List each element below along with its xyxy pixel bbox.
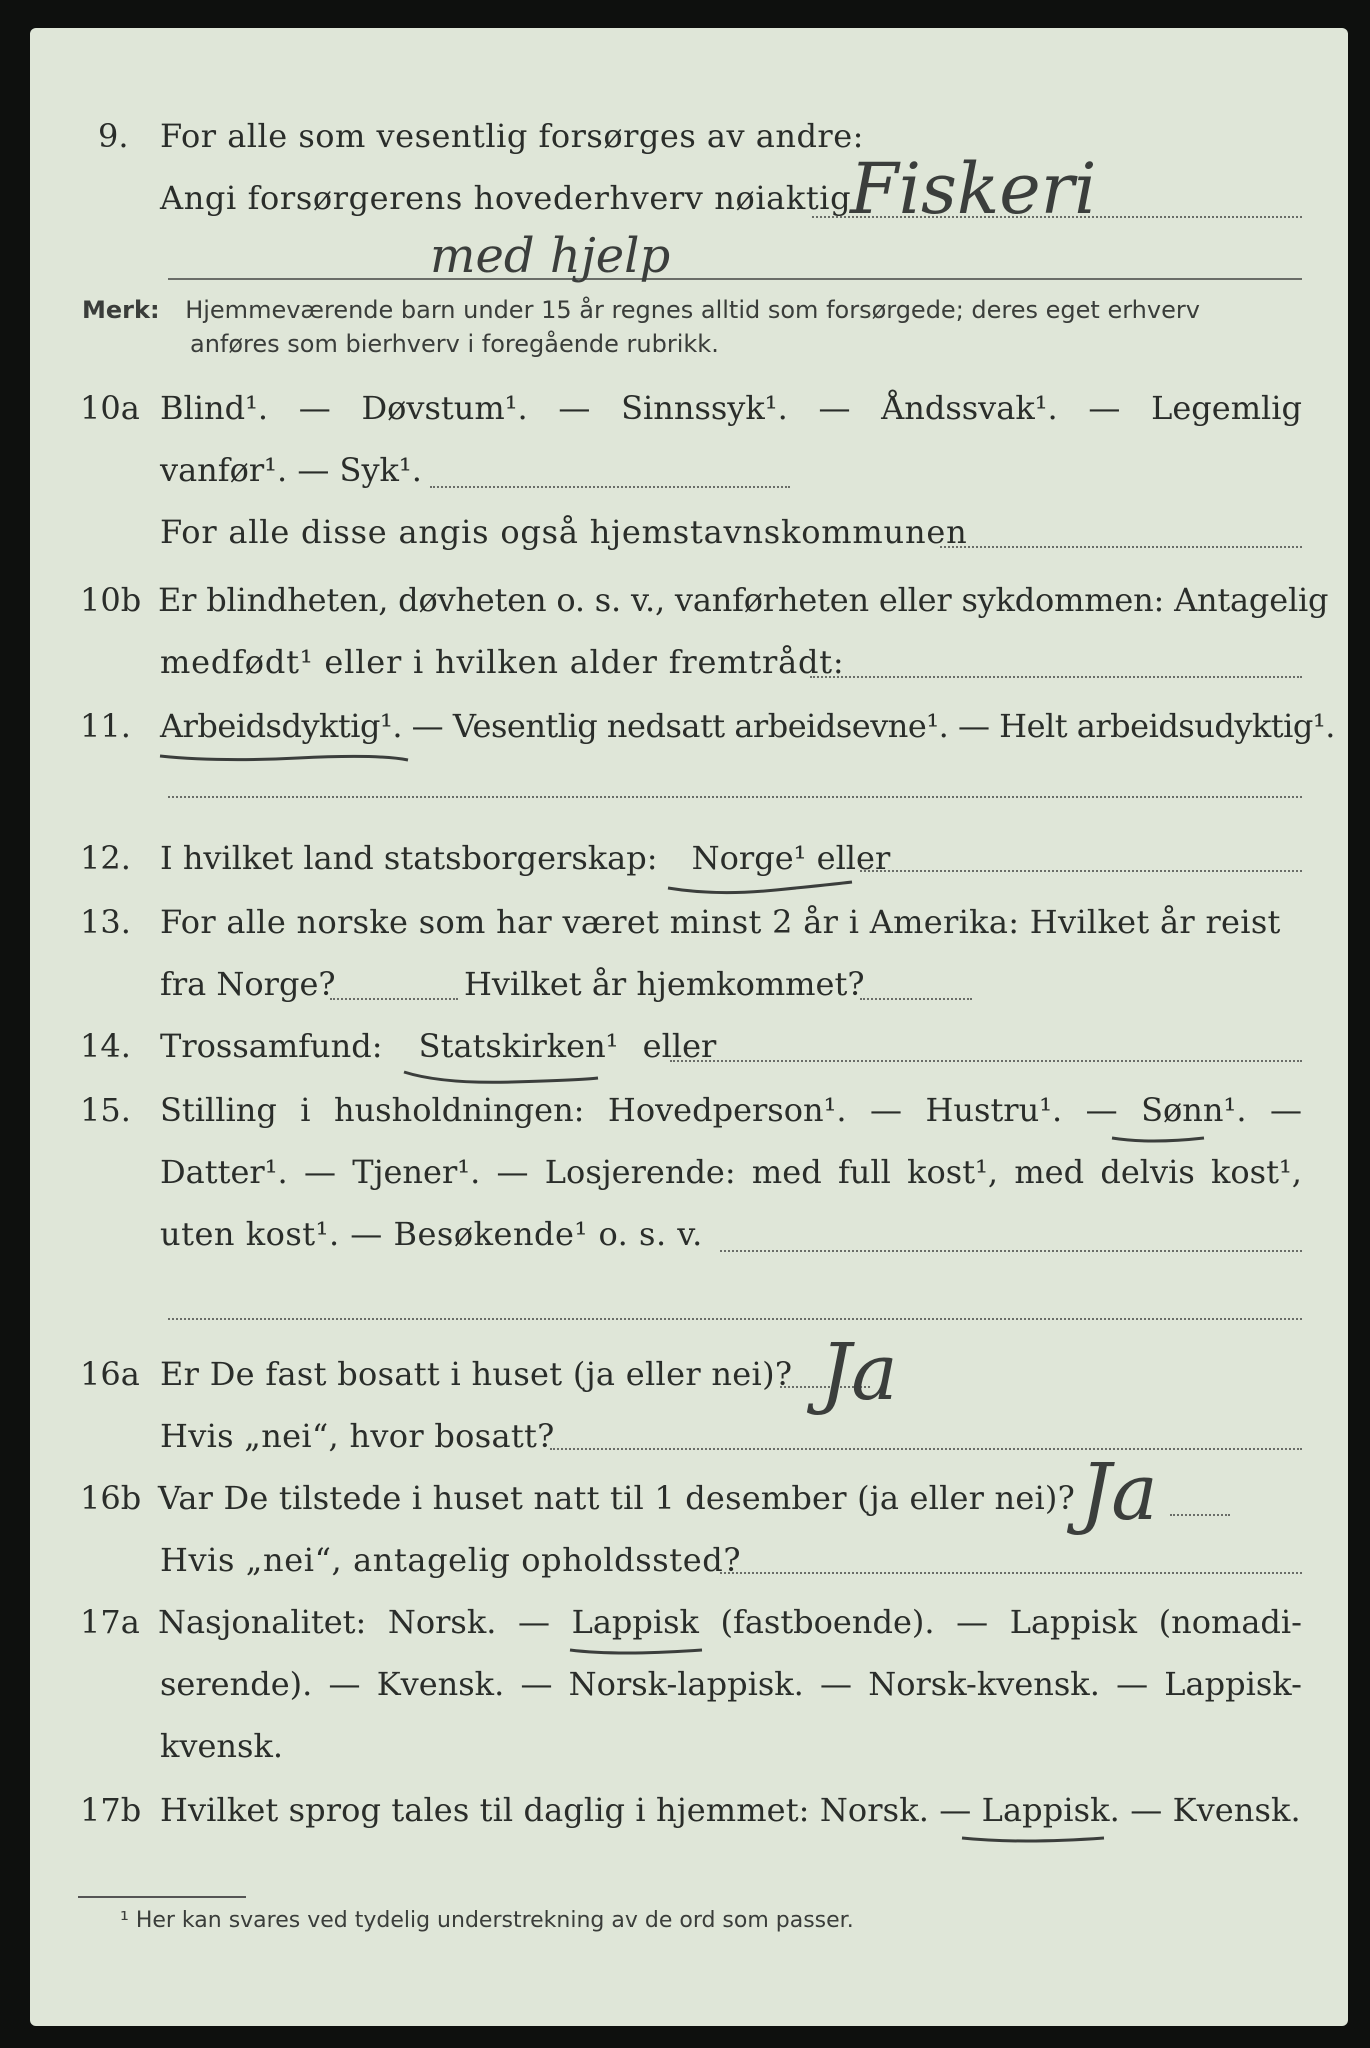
q14-or: eller bbox=[642, 1027, 717, 1065]
q16a-line-2: Hvis „nei“, hvor bosatt? bbox=[160, 1417, 555, 1455]
q11-answer-line bbox=[168, 796, 1302, 798]
q10b-answer-line bbox=[810, 676, 1302, 678]
q12-or: eller bbox=[816, 839, 891, 877]
q16b-line-2: Hvis „nei“, antagelig opholdssted? bbox=[160, 1541, 742, 1579]
q17a-line2-word: — bbox=[328, 1665, 361, 1703]
q15-line-3: uten kost¹. — Besøkende¹ o. s. v. bbox=[160, 1215, 703, 1253]
q17a-line-2 bbox=[160, 1664, 1302, 1704]
merk-label: Merk: bbox=[82, 296, 160, 324]
q15-line2-word: Losjerende: bbox=[544, 1153, 736, 1191]
q17b-underline-mark bbox=[960, 1832, 1110, 1848]
q9-answer-line-2 bbox=[168, 278, 1302, 280]
merk-line-2: anføres som bierhverv i foregående rubrikk. bbox=[190, 330, 719, 358]
q10a-kommune-line bbox=[940, 546, 1302, 548]
q16a-number: 16a bbox=[80, 1355, 140, 1393]
q10a-option-word: Sinnssyk¹. bbox=[621, 389, 788, 427]
merk-row-1 bbox=[82, 294, 1200, 326]
q15-line2-word: med bbox=[1014, 1153, 1085, 1191]
q17a-underline-mark bbox=[568, 1644, 708, 1660]
q10a-option-word: Legemlig bbox=[1151, 389, 1302, 427]
q14-option-statskirken: Statskirken¹ bbox=[418, 1027, 619, 1065]
q9-handwritten-answer: Fiskeri bbox=[850, 148, 1097, 230]
q16b-opholdssted-line bbox=[720, 1572, 1302, 1574]
q17a-line1-word: Lappisk bbox=[571, 1603, 699, 1641]
q17a-line2-word: — bbox=[520, 1665, 553, 1703]
q17b-line-1: Hvilket sprog tales til daglig i hjemmet: Norsk. — Lappisk. — Kvensk. bbox=[160, 1791, 1301, 1829]
q16b-handwritten-answer: Ja bbox=[1080, 1448, 1158, 1538]
q15-line2-word: — bbox=[496, 1153, 529, 1191]
q17a-line-1 bbox=[158, 1602, 1302, 1642]
q17a-line2-word: Kvensk. bbox=[376, 1665, 505, 1703]
q10a-option-word: — bbox=[558, 389, 591, 427]
q15-line-1 bbox=[160, 1090, 1302, 1130]
q15-line2-word: Datter¹. bbox=[160, 1153, 288, 1191]
q10a-syk-line bbox=[430, 486, 790, 488]
q15-line1-word: Sønn¹. bbox=[1141, 1091, 1247, 1129]
q10b-number: 10b bbox=[80, 581, 142, 619]
q15-line2-word: Tjener¹. bbox=[352, 1153, 481, 1191]
q14-answer-line bbox=[670, 1060, 1302, 1062]
q15-line1-word: husholdningen: bbox=[333, 1091, 585, 1129]
q17a-line1-word: (fastboende). bbox=[720, 1603, 935, 1641]
q10a-option-word: — bbox=[818, 389, 851, 427]
q14-underline-mark bbox=[402, 1068, 602, 1090]
q10a-option-word: — bbox=[1088, 389, 1121, 427]
q10a-option-word: Blind¹. bbox=[160, 389, 269, 427]
q15-line1-word: Hustru¹. bbox=[925, 1091, 1063, 1129]
q15-line1-word: — bbox=[870, 1091, 903, 1129]
q17a-line2-word: Norsk-kvensk. bbox=[868, 1665, 1100, 1703]
q11-underline-mark bbox=[158, 750, 418, 770]
q17a-line1-word: — bbox=[956, 1603, 989, 1641]
q10a-number: 10a bbox=[80, 389, 140, 427]
q12-number: 12. bbox=[80, 839, 131, 877]
q15-line1-word: Hovedperson¹. bbox=[607, 1091, 847, 1129]
q15-line2-word: kost¹, bbox=[1211, 1153, 1302, 1191]
q15-answer-line bbox=[720, 1250, 1302, 1252]
q15-line1-word: — bbox=[1269, 1091, 1302, 1129]
q10b-line-2: medfødt¹ eller i hvilken alder fremtrådt: bbox=[160, 643, 845, 681]
q11-number: 11. bbox=[80, 707, 131, 745]
q17a-line1-word: Lappisk bbox=[1009, 1603, 1138, 1641]
q17a-line2-word: serende). bbox=[160, 1665, 313, 1703]
q15-line1-word: — bbox=[1085, 1091, 1118, 1129]
q15-line2-word: med bbox=[751, 1153, 822, 1191]
q17a-line1-word: — bbox=[517, 1603, 550, 1641]
q11-line-1: Arbeidsdyktig¹. — Vesentlig nedsatt arbeidsevne¹. — Helt arbeidsudyktig¹. bbox=[160, 707, 1335, 745]
q12-text bbox=[160, 838, 890, 878]
q10a-line-2: vanfør¹. — Syk¹. bbox=[160, 451, 422, 489]
q17b-number: 17b bbox=[80, 1791, 142, 1829]
q15-line2-word: kost¹, bbox=[907, 1153, 999, 1191]
q13-hjemkommet-line bbox=[860, 998, 972, 1000]
q15-answer-line-2 bbox=[168, 1318, 1302, 1320]
q16b-number: 16b bbox=[80, 1479, 142, 1517]
q17a-line1-word: (nomadi- bbox=[1158, 1603, 1302, 1641]
q16b-line-1: Var De tilstede i huset natt til 1 desember (ja eller nei)? bbox=[158, 1479, 1075, 1517]
q15-line2-word: full bbox=[837, 1153, 891, 1191]
q15-line-2 bbox=[160, 1152, 1302, 1192]
q10a-option-word: — bbox=[298, 389, 331, 427]
q9-number: 9. bbox=[98, 117, 129, 155]
q13-number: 13. bbox=[80, 903, 131, 941]
q10a-line-3: For alle disse angis også hjemstavnskommunen bbox=[160, 513, 968, 551]
q13-reist-line bbox=[330, 998, 458, 1000]
q17a-line2-word: Lappisk- bbox=[1164, 1665, 1302, 1703]
q15-line1-word: i bbox=[300, 1091, 311, 1129]
q9-line-2: Angi forsørgerens hovederhverv nøiaktig bbox=[160, 179, 852, 217]
footnote: ¹ Her kan svares ved tydelig understrekning av de ord som passer. bbox=[120, 1908, 854, 1933]
census-form-page bbox=[30, 28, 1348, 2026]
q17a-line1-word: Norsk. bbox=[387, 1603, 497, 1641]
q16b-answer-line bbox=[1170, 1514, 1230, 1516]
q16a-bosatt-line bbox=[550, 1448, 1302, 1450]
q15-line1-word: Stilling bbox=[160, 1091, 277, 1129]
merk-line-1: Hjemmeværende barn under 15 år regnes alltid som forsørgede; deres eget erhverv bbox=[185, 296, 1200, 324]
q17a-line2-word: Norsk-lappisk. bbox=[568, 1665, 804, 1703]
q14-label: Trossamfund: bbox=[160, 1027, 383, 1065]
q12-answer-line bbox=[860, 870, 1302, 872]
q13-line-1: For alle norske som har været minst 2 år i Amerika: Hvilket år reist bbox=[160, 903, 1281, 941]
q16a-line-1: Er De fast bosatt i huset (ja eller nei)? bbox=[160, 1355, 793, 1393]
q17a-line-3: kvensk. bbox=[160, 1727, 283, 1765]
q10b-line-1: Er blindheten, døvheten o. s. v., vanførheten eller sykdommen: Antagelig bbox=[158, 581, 1329, 619]
q16a-handwritten-answer: Ja bbox=[820, 1328, 898, 1418]
q13-line-2b: Hvilket år hjemkommet? bbox=[464, 965, 865, 1003]
q10a-option-word: Døvstum¹. bbox=[361, 389, 528, 427]
q17a-line2-word: — bbox=[1116, 1665, 1149, 1703]
q17a-line1-word: Nasjonalitet: bbox=[158, 1603, 367, 1641]
q12-option-norge: Norge¹ bbox=[691, 839, 807, 877]
q12-question: I hvilket land statsborgerskap: bbox=[160, 839, 658, 877]
q10a-option-word: Åndssvak¹. bbox=[881, 389, 1058, 427]
footnote-rule bbox=[78, 1896, 246, 1898]
q14-text bbox=[160, 1026, 716, 1066]
q14-number: 14. bbox=[80, 1027, 131, 1065]
q15-underline-mark bbox=[1110, 1132, 1210, 1148]
q17a-number: 17a bbox=[80, 1603, 140, 1641]
q9-line-1: For alle som vesentlig forsørges av andre: bbox=[160, 117, 864, 155]
q10a-options bbox=[160, 388, 1302, 428]
q13-line-2a: fra Norge? bbox=[160, 965, 336, 1003]
q17a-line2-word: — bbox=[820, 1665, 853, 1703]
q15-line2-word: delvis bbox=[1100, 1153, 1195, 1191]
q9-handwritten-answer-2: med hjelp bbox=[430, 228, 671, 284]
q15-number: 15. bbox=[80, 1091, 131, 1129]
q15-line2-word: — bbox=[303, 1153, 336, 1191]
q12-underline-mark bbox=[666, 880, 856, 900]
